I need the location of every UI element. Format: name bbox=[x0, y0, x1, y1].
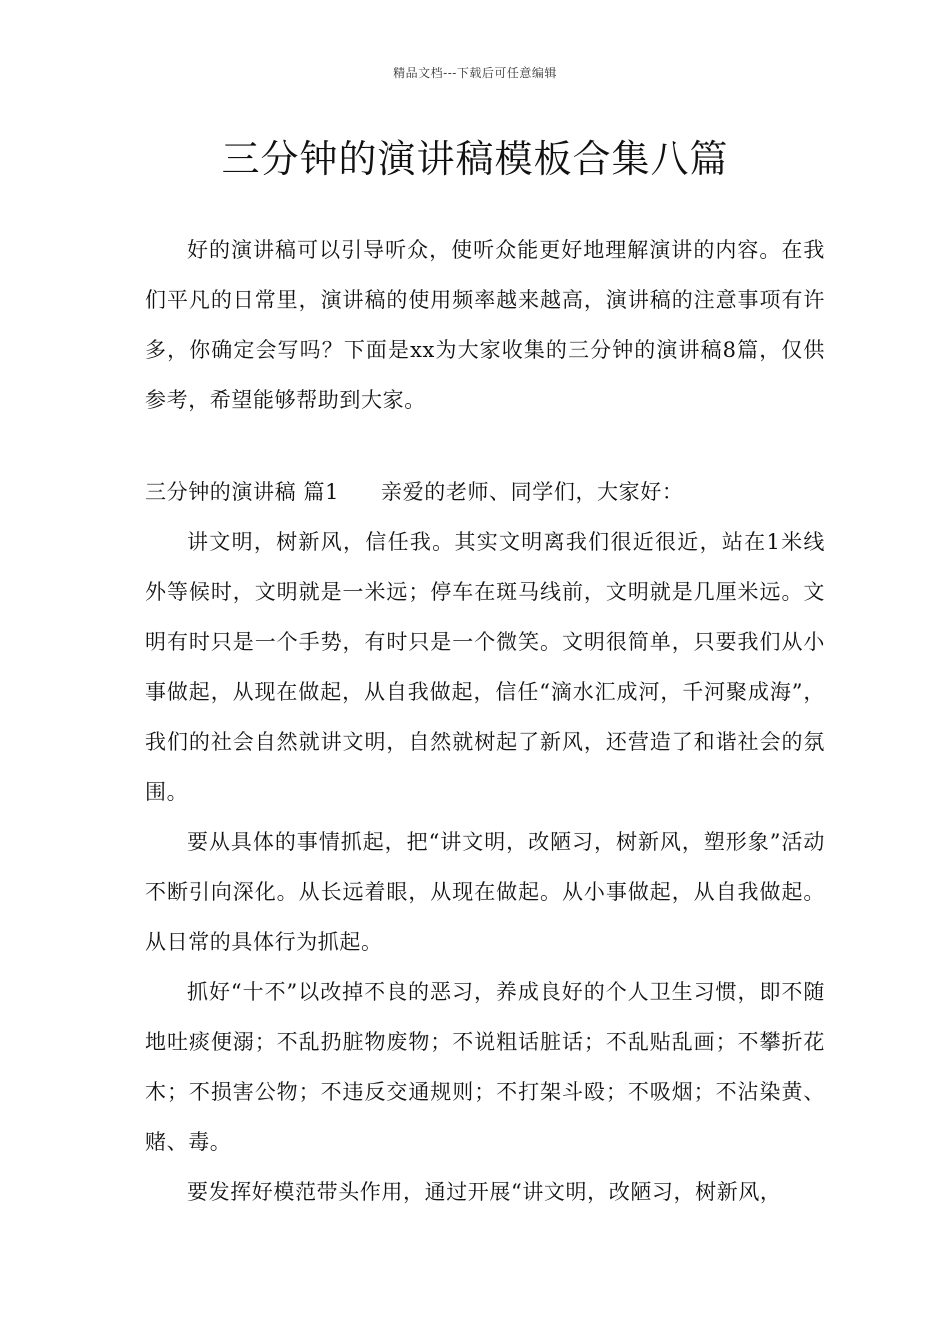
section-heading: 三分钟的演讲稿 篇1 bbox=[145, 480, 340, 504]
body-paragraph: 抓好“十不”以改掉不良的恶习，养成良好的个人卫生习惯，即不随地吐痰便溺；不乱扔脏物废物；不说粗话脏话；不乱贴乱画；不攀折花木；不损害公物；不违反交通规则；不打架斗殴；不吸烟；不沾染黄、赌、毒。 bbox=[145, 980, 825, 1154]
body-paragraph: 要从具体的事情抓起，把“讲文明，改陋习，树新风，塑形象”活动不断引向深化。从长远着眼，从现在做起。从小事做起，从自我做起。从日常的具体行为抓起。 bbox=[145, 830, 825, 954]
body-paragraph: 讲文明，树新风，信任我。其实文明离我们很近很近，站在1米线外等候时，文明就是一米远；停车在斑马线前，文明就是几厘米远。文明有时只是一个手势，有时只是一个微笑。文明很简单，只要我们从小事做起，从现在做起，从自我做起，信任“滴水汇成河，千河聚成海”，我们的社会自然就讲文明，自然就树起了新风，还营造了和谐社会的氛围。 bbox=[145, 530, 825, 804]
section-greeting: 亲爱的老师、同学们，大家好： bbox=[381, 480, 684, 504]
document-title: 三分钟的演讲稿模板合集八篇 bbox=[221, 137, 729, 181]
section-heading-line bbox=[145, 467, 825, 517]
header-note: 精品文档---下载后可任意编辑 bbox=[393, 66, 557, 80]
intro-paragraph: 好的演讲稿可以引导听众，使听众能更好地理解演讲的内容。在我们平凡的日常里，演讲稿的使用频率越来越高，演讲稿的注意事项有许多，你确定会写吗？下面是xx为大家收集的三分钟的演讲稿8篇，仅供参考，希望能够帮助到大家。 bbox=[145, 238, 825, 412]
body-paragraph: 要发挥好模范带头作用，通过开展“讲文明，改陋习，树新风， bbox=[187, 1180, 782, 1204]
document-body bbox=[145, 225, 825, 1217]
